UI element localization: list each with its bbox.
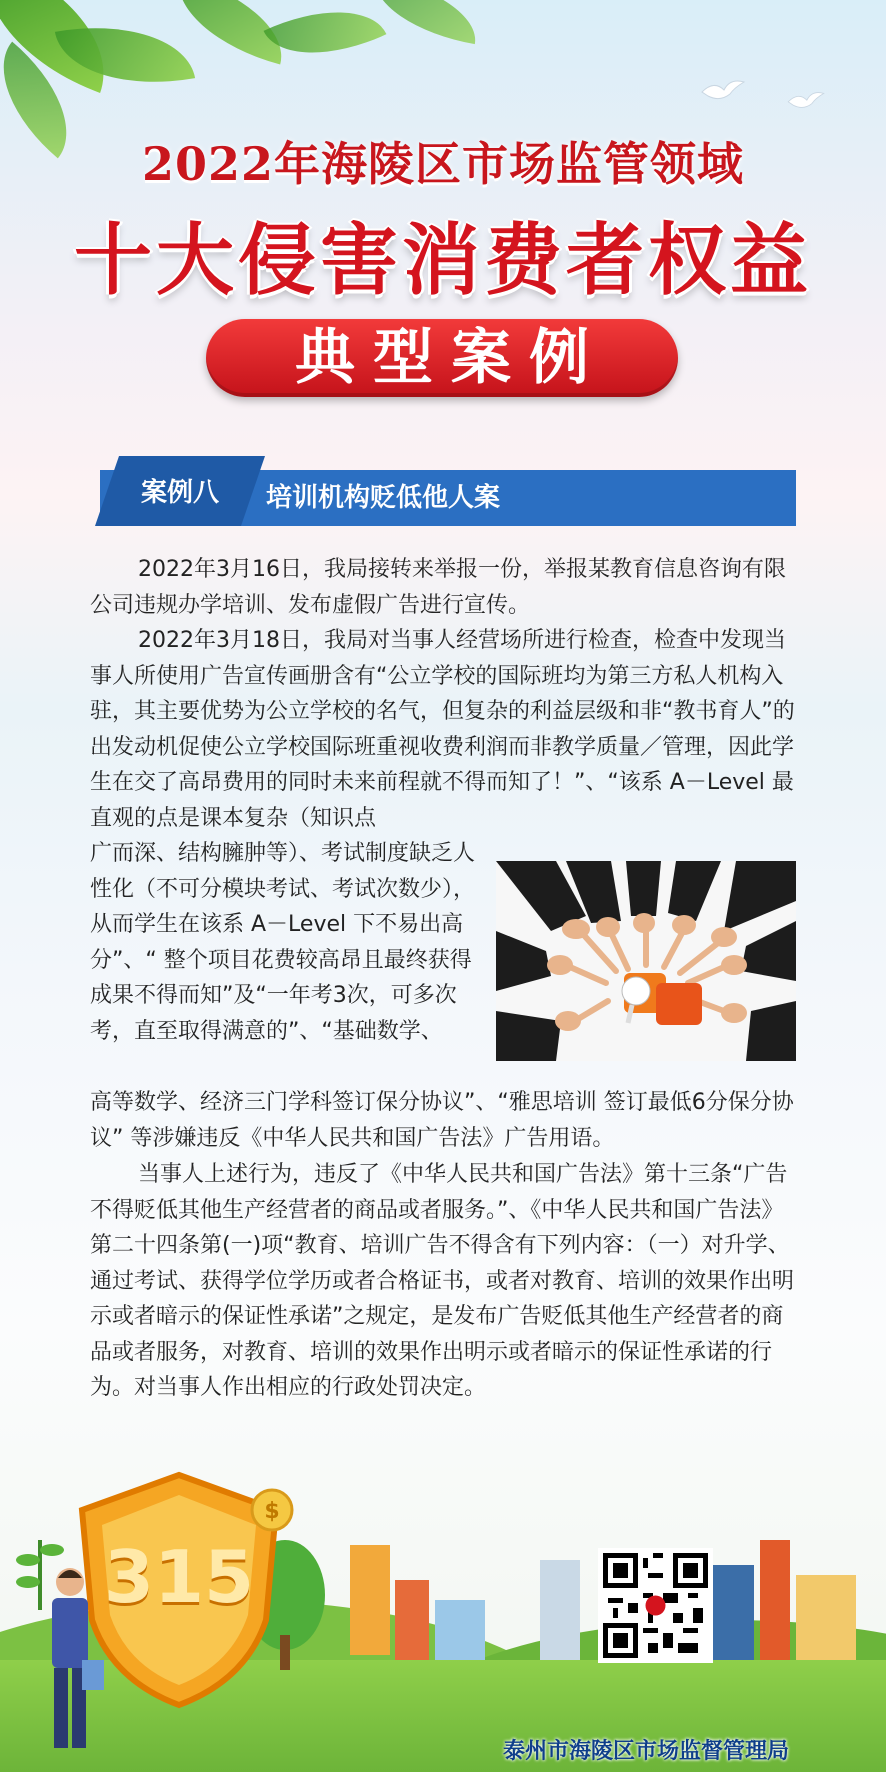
paragraph-3: 当事人上述行为，违反了《中华人民共和国广告法》第十三条“广告不得贬低其他生产经营者的商品或者服务。”、《中华人民共和国广告法》第二十四条第(一)项“教育、培训广告不得含有下列内容：（一）对升学、通过考试、获得学位学历或者合格证书，或者对教育、培训的效果作出明示或者暗示的保证性承诺”之规定，是发布广告贬低其他生产经营者的商品或者服务，对教育、培训的效果作出明示或者暗示的保证性承诺的行为。对当事人作出相应的行政处罚决定。 bbox=[90, 1162, 795, 1400]
building-decoration bbox=[760, 1540, 790, 1660]
title-line-1: 2022年海陵区市场监管领域 bbox=[141, 137, 745, 191]
case-label: 案例八 bbox=[140, 478, 219, 508]
leaf-decoration bbox=[264, 0, 387, 81]
building-decoration bbox=[540, 1560, 580, 1660]
leaf-decoration bbox=[366, 0, 483, 44]
coin-icon bbox=[250, 1488, 294, 1532]
title-line-3: 典型案例 bbox=[295, 323, 607, 393]
svg-text:$: $ bbox=[264, 1499, 280, 1524]
building-decoration bbox=[435, 1600, 485, 1660]
building-decoration bbox=[395, 1580, 429, 1660]
building-decoration bbox=[350, 1545, 390, 1655]
badge-number: 315 bbox=[103, 1535, 255, 1619]
paragraph-2-bottom: 高等数学、经济三门学科签订保分协议”、“雅思培训 签订最低6分保分协议” 等涉嫌违反《中华人民共和国广告法》广告用语。 bbox=[90, 1090, 794, 1151]
building-decoration bbox=[710, 1565, 754, 1660]
title-line-2: 十大侵害消费者权益 bbox=[73, 216, 812, 306]
paragraph-1: 2022年3月16日，我局接转来举报一份，举报某教育信息咨询有限公司违规办学培训、发布虚假广告进行宣传。 bbox=[90, 557, 786, 618]
paragraph-2-wrap: 广而深、结构臃肿等）、考试制度缺乏人性化（不可分模块考试、考试次数少），从而学生在该系 A－Level 下不易出高分”、“ 整个项目花费较高昂且最终获得成果不得而知”及“一年考3次，可多次考，直至取得满意的”、“基础数学、 bbox=[90, 841, 476, 1044]
case-title: 培训机构贬低他人案 bbox=[266, 483, 501, 513]
building-decoration bbox=[796, 1575, 856, 1660]
person-icon bbox=[30, 1560, 110, 1760]
paragraph-2-top: 2022年3月18日，我局对当事人经营场所进行检查，检查中发现当事人所使用广告宣传画册含有“公立学校的国际班均为第三方私人机构入驻，其主要优势为公立学校的名气，但复杂的利益层级和非“教书育人”的出发动机促使公立学校国际班重视收费利润而非教学质量／管理，因此学生在交了高昂费用的同时未来前程就不得而知了！”、“该系 A－Level 最直观的点是课本复杂（知识点 bbox=[90, 628, 795, 831]
organization-name: 泰州市海陵区市场监督管理局 bbox=[502, 1739, 789, 1764]
qr-code[interactable] bbox=[598, 1548, 713, 1663]
pointing-hands-image bbox=[496, 861, 796, 1061]
dove-icon bbox=[786, 90, 826, 112]
dove-icon bbox=[700, 78, 746, 104]
